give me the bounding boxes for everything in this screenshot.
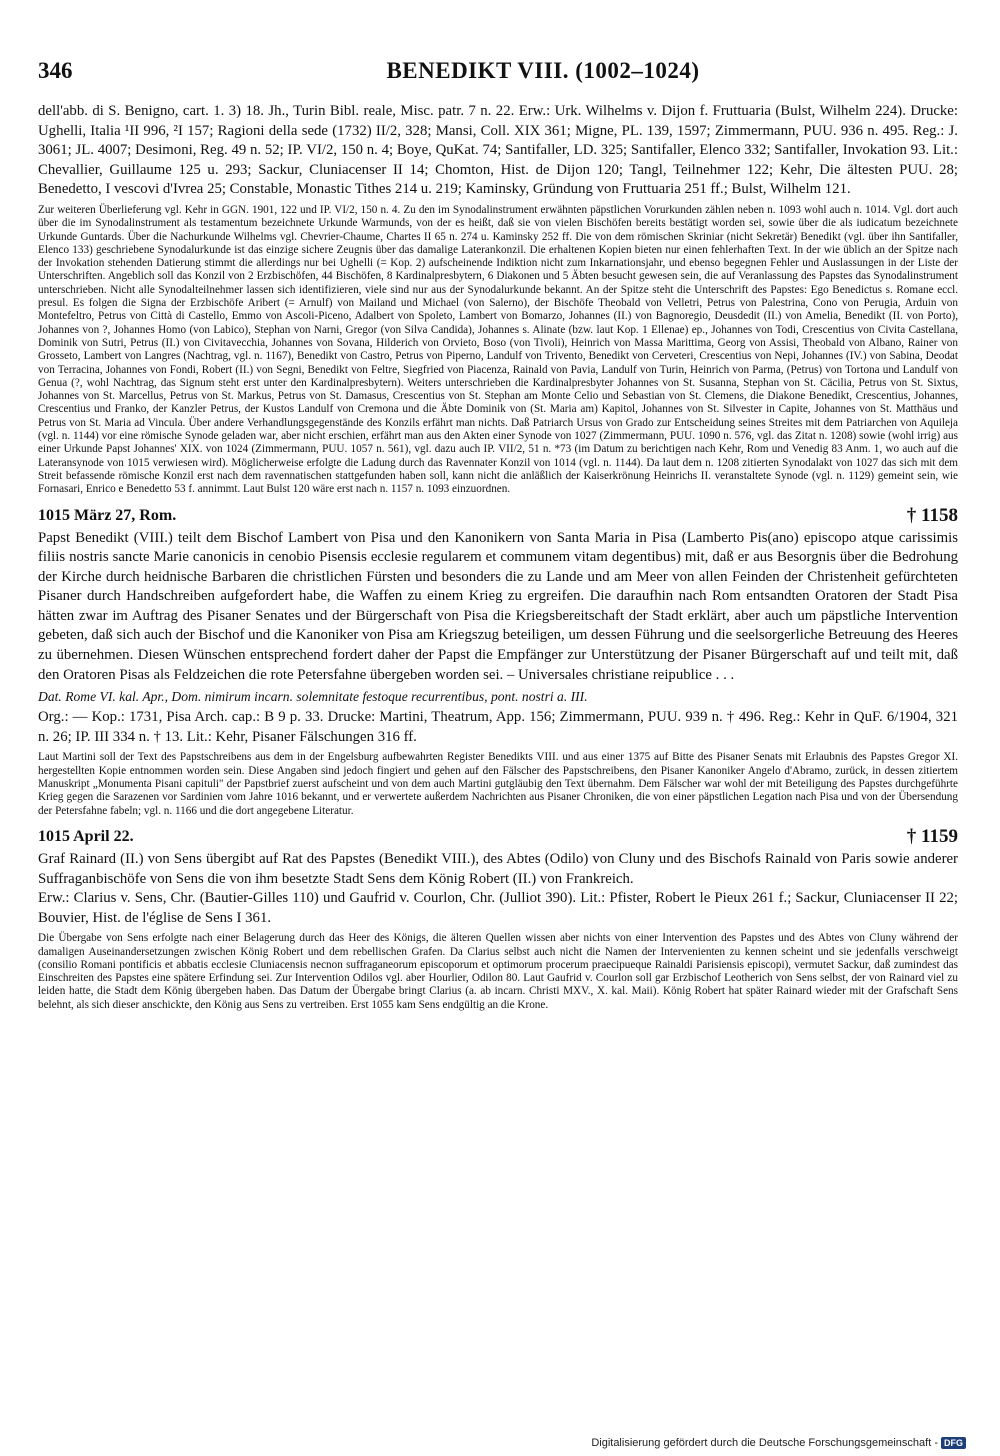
page xyxy=(38,58,958,1012)
dfg-logo: DFG xyxy=(941,1437,966,1449)
footer xyxy=(591,1437,966,1449)
entry-1158-regest: Papst Benedikt (VIII.) teilt dem Bischof Lambert von Pisa und den Kanonikern von Santa Maria in Pisa (Lamberto Pis(ano) episcopo atque carissimis filiis nostris sancte Marie canonicis in cenobio Pisensis ecclesie regularem et communem vitam degentibus) mit, daß er aus Besorgnis über die Bedrohung der Kirche durch heidnische Barbaren die christlichen Fürsten und besonders die zu Lande und am Meer von allen Feinden der Christenheit gefürchteten Pisaner durch Handschreiben aufgefordert habe, die Waffen zu einem Krieg zu ergreifen. Die daraufhin nach Rom entsandten Oratoren der Stadt Pisa hätten zwar im Auftrag des Pisaner Senates und der Bürgerschaft von Pisa die Kriegsbereitschaft der Stadt erklärt, aber auch um päpstliche Intervention gebeten, daß sich auch der Bischof und die Kanoniker von Pisa am Kriegszug beteiligen, um dessen Führung und die seelsorgerliche Betreuung des Heeres zu übernehmen. Diesen Wünschen entsprechend fordert daher der Papst die Empfänger zur Unterstützung der Pisaner Bürgerschaft auf und teilt mit, daß den Oratoren Pisas als Feldzeichen die rote Petersfahne übergeben worden sei. – Universales christiane reipublice . . . xyxy=(38,529,958,683)
entry-1158-number: † 1158 xyxy=(906,504,958,526)
continuation-sources: dell'abb. di S. Benigno, cart. 1. 3) 18. Jh., Turin Bibl. reale, Misc. patr. 7 n. 22. Erw.: Urk. Wilhelms v. Dijon f. Fruttuaria (Bulst, Wilhelm 224). Drucke: Ughelli, Italia ¹II 996, ²I 157; Ragioni della sede (1732) II/2, 328; Mansi, Coll. XIX 361; Migne, PL. 139, 1597; Zimmermann, PUU. 936 n. 495. Reg.: J. 3061; JL. 4007; Desimoni, Reg. 49 n. 52; IP. VI/2, 150 n. 4; Boye, QuKat. 74; Santifaller, LD. 325; Santifaller, Elenco 332; Santifaller, Invokation 93. Lit.: Chevallier, Guillaume 125 u. 293; Sackur, Cluniacenser II 14; Chomton, Hist. de Dijon 120; Tangl, Teilnehmer 122; Kehr, Die ältesten PUU. 28; Benedetto, I vescovi d'Ivrea 25; Constable, Monastic Tithes 214 u. 219; Kaminsky, Gründung von Fruttuaria 251 ff.; Bulst, Wilhelm 121. xyxy=(38,103,958,198)
continuation-commentary: Zur weiteren Überlieferung vgl. Kehr in GGN. 1901, 122 und IP. VI/2, 150 n. 4. Zu den im Synodalinstrument erwähnten päpstlichen Vorurkunden zählen neben n. 1093 wohl auch n. 1014. Vgl. dort auch über die im Synodalinstrument als testamentum bezeichnete Urkunde Warmunds, von der es heißt, daß sie von vielen Bischöfen bereits bestätigt worden sei, sowie über die als iudicatum bezeichnete Urkunde Guntards. Über die Nachurkunde Wilhelms vgl. Chevrier-Chaume, Chartes II 65 n. 274 u. Kaminsky 252 ff. Die von dem römischen Skriniar (nicht Sekretär) Benedikt (vgl. über ihn Santifaller, Elenco 133) geschriebene Synodalurkunde ist das einzige sichere Zeugnis über das damalige Laterankonzil. Die erhaltenen Kopien bieten nur einen fehlerhaften Text. In der wie üblich an der Spitze nach der Invokation stehenden Datierung stimmt die allerdings nur bei Ughelli (= Kop. 2) aufscheinende Indiktion nicht zum Inkarnationsjahr, und ebenso begegnen Fehler und Auslassungen in der Liste der Unterschriften. Angeblich soll das Konzil von 2 Erzbischöfen, 44 Bischöfen, 8 Kardinalpresbytern, 6 Diakonen und 5 Äbten besucht gewesen sein, die auf Veranlassung des Papstes das Synodalinstrument unterschrieben. Nicht alle Synodalteilnehmer lassen sich identifizieren, viele sind nur aus der Synodalurkunde bekannt. An der Spitze steht die Unterschrift des Papstes: Ego Benedictus s. Romane eccl. presul. Es folgen die Signa der Erzbischöfe Aribert (= Arnulf) von Mailand und Michael (von Salerno), der Bischöfe Theobald von Velletri, Petrus von Palestrina, Cono von Perugia, Arduin von Montefeltro, Petrus von Città di Castello, Emmo von Ascoli-Piceno, Adalbert von Spoleto, Lambert von Bomarzo, Johannes (II.) von Bagnoregio, Deusdedit (II.) von Amelia, Benedikt (II. von Porto), Johannes von ?, Johannes Homo (von Labico), Stephan von Narni, Gregor (von Silva Candida), Johannes s. Alinate (bzw. laut Kop. 1 Ellenae) ep., Johannes von Todi, Crescentius von Civita Castellana, Dominik von Sutri, Petrus (II.) von Civitavecchia, Johannes von Sovana, Hilderich von Orvieto, Boso (von Tivoli), Heinrich von Massa Marittima, Georg von Assisi, Theobald von Albano, Rainer von Grosseto, Lambert von Langres (Nachtrag, vgl. n. 1167), Benedikt von Castro, Petrus von Piperno, Landulf von Trivento, Benedikt von Cerveteri, Crescentius von Nepi, Johannes (IV.) von Sabina, Deodat von Terracina, Johannes von Fondi, Robert (II.) von Segni, Benedikt von Feltre, Siegfried von Piacenza, Rainald von Pavia, Landulf von Turin, Heinrich von Parma, (Petrus) von Tortona und Landulf von Genua (?, wohl Nachtrag, das Signum steht erst unter den Kardinalpresbytern). Weiters unterschrieben die Kardinalpresbyter Johannes von St. Susanna, Stephan von St. Cäcilia, Petrus von St. Sixtus, Johannes von St. Marcellus, Petrus von St. Markus, Petrus von St. Damasus, Crescentius von St. Stephan am Monte Celio und Sebastian von St. Clemens, die Diakone Benedikt, Crescentius, Johannes, Crescentius und Franko, der Kanzler Petrus, der Kustos Landulf von Cremona und die Äbte Dominik von (St. Maria am) Kapitol, Johannes von St. Silvester in Capite, Johannes von St. Matthäus und Petrus von St. Maria ad Vinculа. Über andere Verhandlungsgegenstände des Konzils erfährt man nichts. Daß Patriarch Ursus von Grado zur Entscheidung seines Streites mit dem Patriarchen von Aquileja (vgl. n. 1144) vor eine römische Synode geladen war, aber nicht erschien, erfährt man aus den Akten einer Synode von 1027 (Zimmermann, PUU. 1090 n. 576, vgl. das Zitat n. 1208) sowie (wohl irrig) aus einer Urkunde Papst Johannes' XIX. von 1024 (Zimmermann, PUU. 1057 n. 561), vgl. dazu auch IP. VII/2, 51 n. *73 (im Datum zu berichtigen nach Kehr, Rom und Venedig 83 Anm. 1, wo auch auf die Lateransynode von 1015 verwiesen wird). Möglicherweise erfolgte die Ladung durch das Ravennater Konzil von 1014 (vgl. n. 1144). Da laut dem n. 1208 zitierten Synodalakt von 1027 das sich mit dem Streit befassende römische Konzil erst nach dem ravennatischen stattgefunden haben soll, kann nicht die anläßlich der Kaiserkrönung Heinrichs II. veranstaltete Synode (vgl. n. 1129) gemeint sein, wie Fornasari, Enrico e Benedetto 53 f. annimmt. Laut Bulst 120 wäre erst nach n. 1157 n. 1093 einzuordnen. xyxy=(38,203,958,496)
page-header xyxy=(38,58,958,102)
entry-1159-regest: Graf Rainard (II.) von Sens übergibt auf Rat des Papstes (Benedikt VIII.), des Abtes (Odilo) von Cluny und des Bischofs Rainald von Paris sowie anderer Suffraganbischöfe von Sens die von ihm besetzte Stadt Sens dem König Robert (II.) von Frankreich. xyxy=(38,850,958,887)
entry-1158-datum: Dat. Rome VI. kal. Apr., Dom. nimirum incarn. solemnitate festoque recurrentibus, pont. nostri a. III. xyxy=(38,689,588,705)
entry-1159-sources: Erw.: Clarius v. Sens, Chr. (Bautier-Gilles 110) und Gaufrid v. Courlon, Chr. (Julliot 390). Lit.: Pfister, Robert le Pieux 261 f.; Sackur, Cluniacenser II 22; Bouvier, Hist. de l'église de Sens I 361. xyxy=(38,890,958,926)
entry-1158-heading xyxy=(38,505,958,529)
entry-1158-date: 1015 März 27, Rom. xyxy=(38,506,177,524)
entry-1158-commentary: Laut Martini soll der Text des Papstschreibens aus dem in der Engelsburg aufbewahrten Register Benedikts VIII. und aus einer 1375 auf Bitte des Pisaner Senats mit Erlaubnis des Papstes Gregor XI. hergestellten Kopie entnommen worden sein. Diese Angaben sind jedoch fingiert und gehen auf den Fälscher des Papstschreibens, den Pisaner Kanoniker Angelo d'Abramo, zurück, in dessen zitiertem Manuskript „Monumenta Pisani capituli" der Papstbrief zuerst aufscheint und von dem auch Martini gutgläubig den Text übernahm. Dem Fälscher war wohl der mit Beteiligung des Papstes durchgeführte Krieg gegen die Sarazenen vor Sardinien vom Jahre 1016 bekannt, und er verwertete außerdem Nachrichten aus Pisaner Chroniken, die von einer päpstlichen Legation nach Pisa und von der Übersendung der Petersfahne fabeln; vgl. n. 1166 und die dort angegebene Literatur. xyxy=(38,751,958,817)
entry-1159-heading xyxy=(38,826,958,850)
running-head: BENEDIKT VIII. (1002–1024) xyxy=(386,58,700,83)
entry-1159-commentary: Die Übergabe von Sens erfolgte nach einer Belagerung durch das Heer des Königs, die älteren Quellen wissen aber nichts von einer Intervention des Papstes und des Abtes von Cluny während der damaligen Auseinandersetzungen zwischen König Robert und dem rebellischen Grafen. Da Clarius selbst auch nicht die Namen der Intervenienten zu kennen scheint und sie jedenfalls verschweigt (consilio Romani pontificis et abbatis ecclesie Cluniacensis necnon suffraganeorum episcoporum et optimorum procerum praecipueque Rainaldi Parisiensis episcopi), vermutet Sackur, daß zumindest das Einschreiten des Papstes eine spätere Erfindung sei. Zur Intervention Odilos vgl. aber Hourlier, Odilon 80. Laut Gaufrid v. Courlon soll gar Erzbischof Leotherich von Sens selbst, der von Rainard viel zu leiden hatte, die Stadt dem König übergeben haben. Das Datum der Übergabe bringt Clarius (a. ab incarn. Christi MXV., X. kal. Maii). König Robert hat später Rainard wieder mit der Grafschaft Sens belehnt, als sich dieser anschickte, den König aus Sens zu vertreiben. Erst 1055 kam Sens endgültig an die Krone. xyxy=(38,932,958,1011)
entry-1159-number: † 1159 xyxy=(906,825,958,847)
footer-text: Digitalisierung gefördert durch die Deutsche Forschungsgemeinschaft - xyxy=(591,1437,938,1449)
entry-1159-date: 1015 April 22. xyxy=(38,827,134,845)
page-number: 346 xyxy=(38,58,73,83)
entry-1158-sources: Org.: — Kop.: 1731, Pisa Arch. cap.: B 9 p. 33. Drucke: Martini, Theatrum, App. 156; Zimmermann, PUU. 939 n. † 496. Reg.: Kehr in QuF. 6/1904, 321 n. 26; IP. III 334 n. † 13. Lit.: Kehr, Pisaner Fälschungen 316 ff. xyxy=(38,709,958,745)
